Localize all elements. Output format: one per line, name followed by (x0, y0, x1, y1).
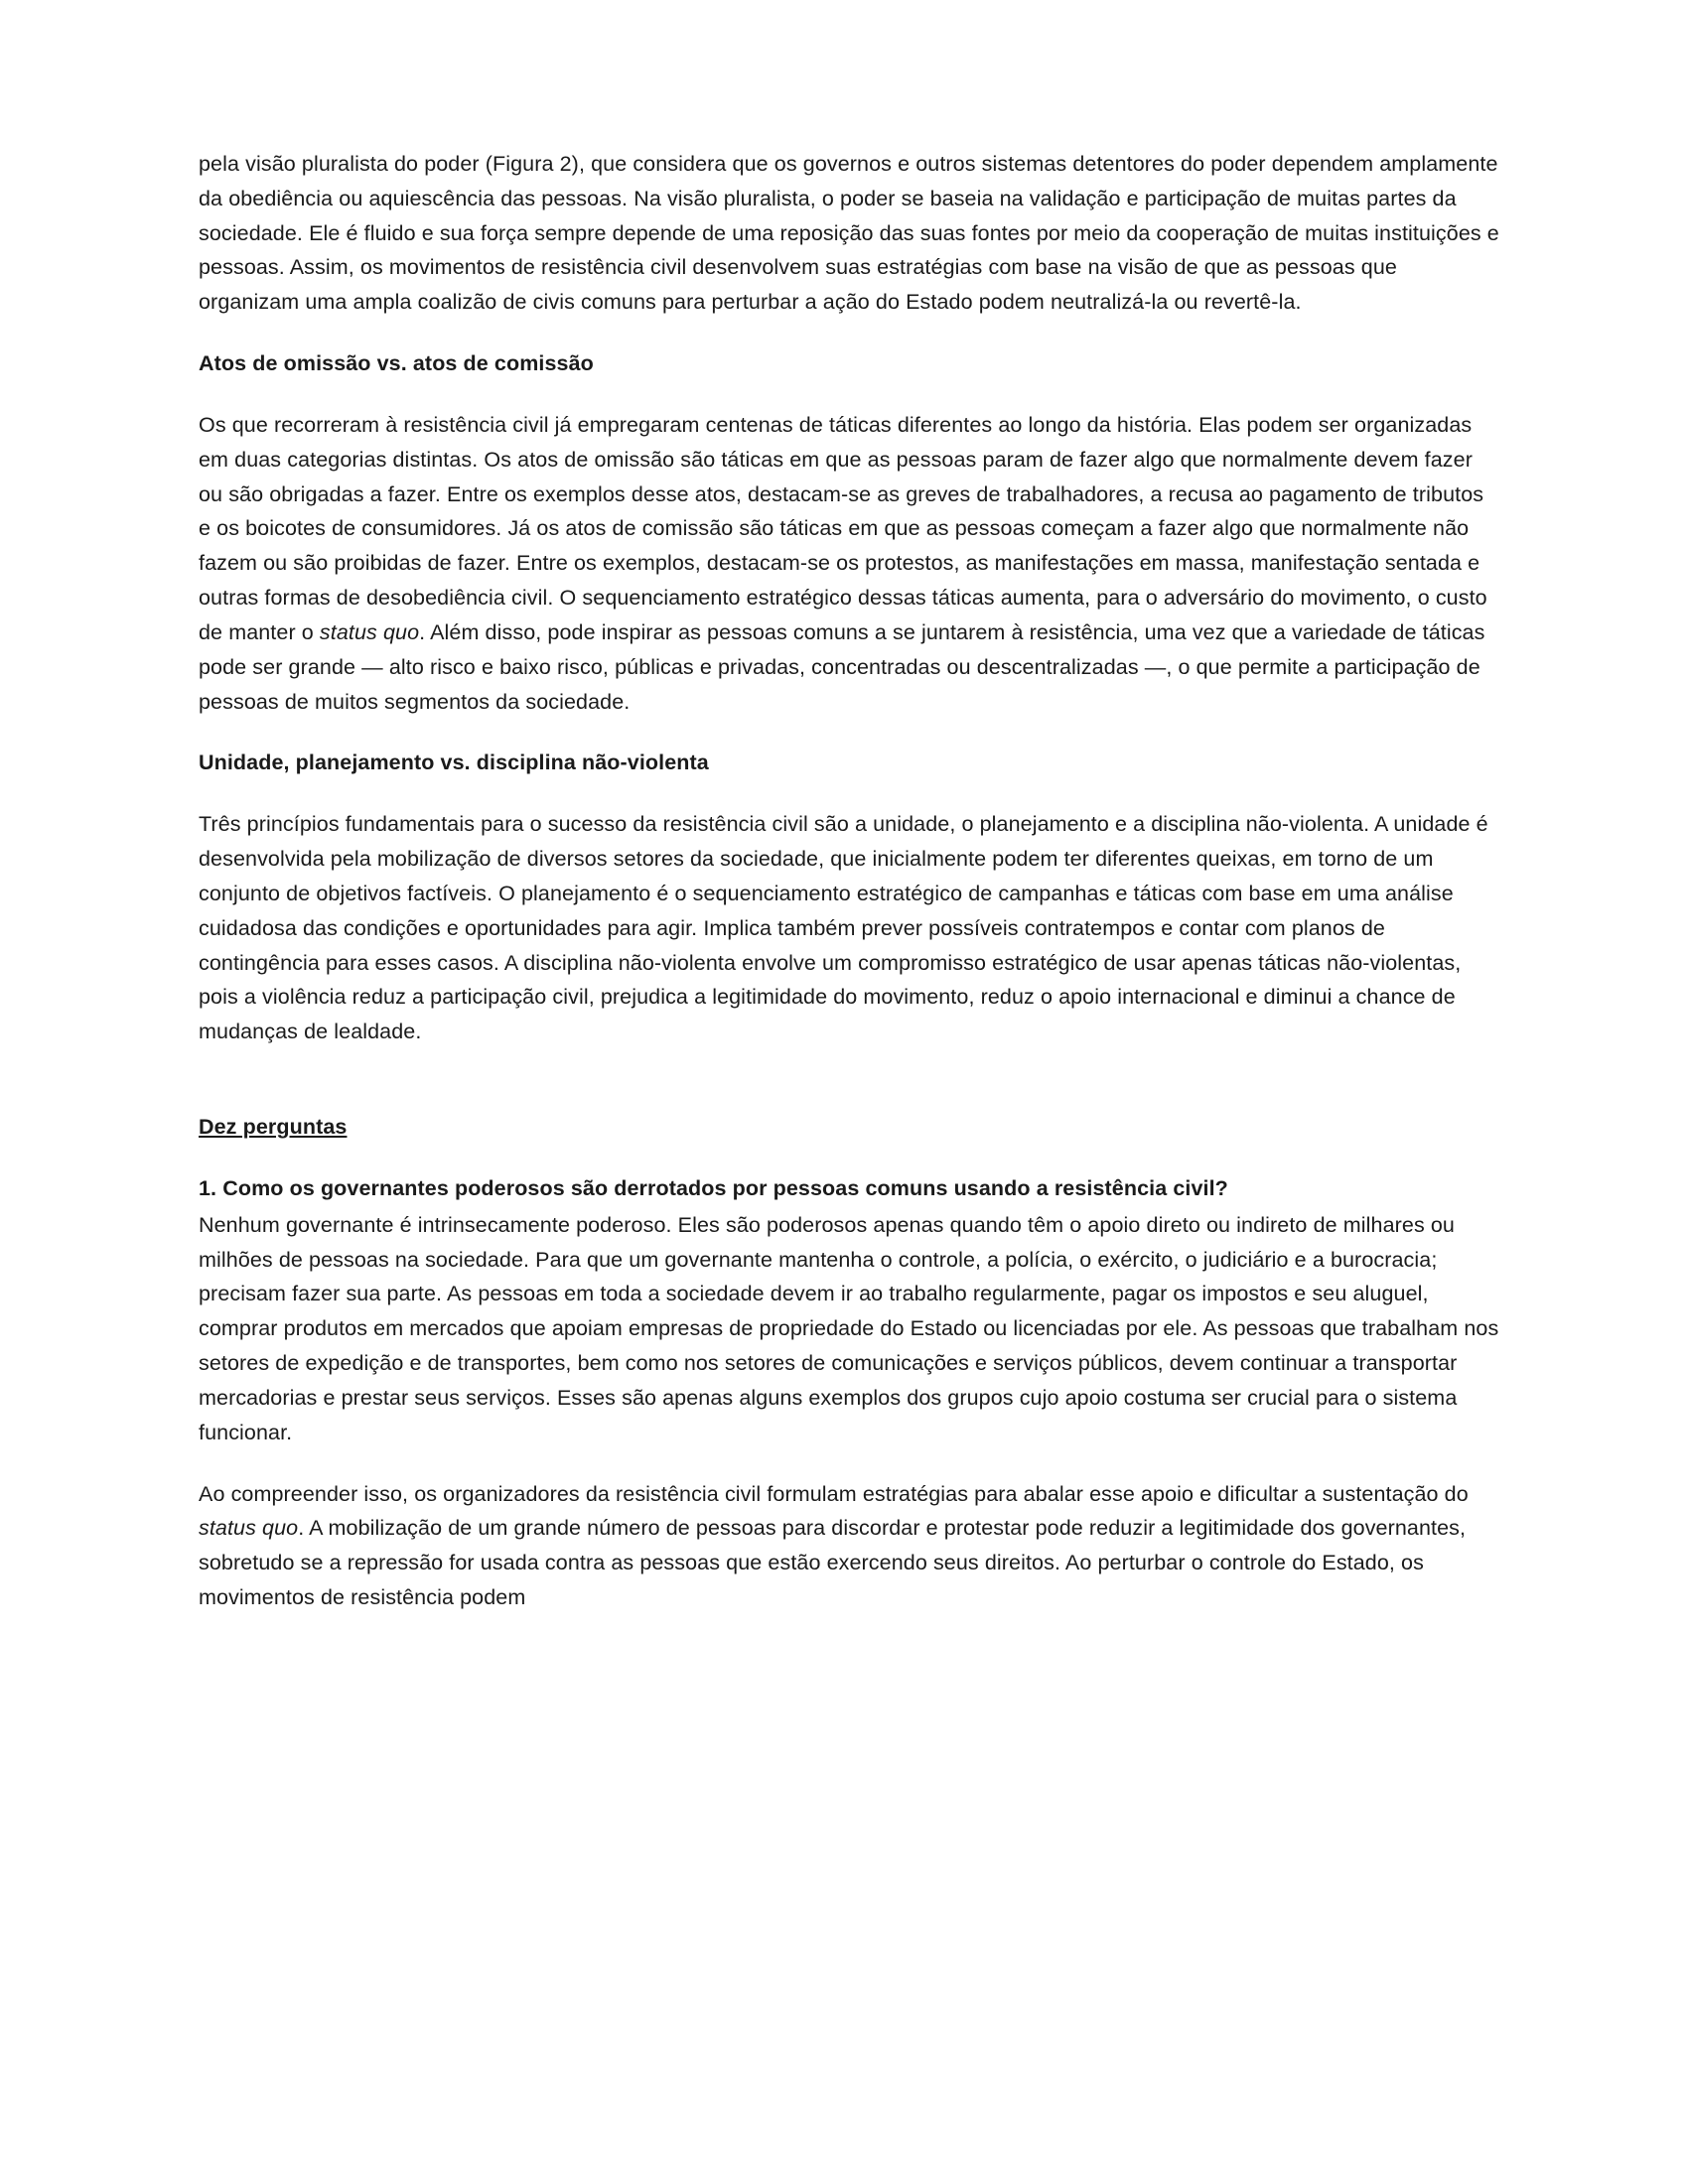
italic-status-quo-2: status quo (199, 1516, 299, 1541)
paragraph-three-principles: Três princípios fundamentais para o sucesso da resistência civil são a unidade, o planejamento e a disciplina não-violenta. A unidade é desenvolvida pela mobilização de diversos setores da sociedade, que inicialmente podem ter diferentes queixas, em torno de um conjunto de objetivos factíveis. O planejamento é o sequenciamento estratégico de campanhas e táticas com base em uma análise cuidadosa das condições e oportunidades para agir. Implica também prever possíveis contratempos e contar com planos de contingência para esses casos. A disciplina não-violenta envolve um compromisso estratégico de usar apenas táticas não-violentas, pois a violência reduz a participação civil, prejudica a legitimidade do movimento, reduz o apoio internacional e diminui a chance de mudanças de lealdade. (199, 812, 1488, 1044)
heading-dez-perguntas: Dez perguntas (199, 1115, 348, 1140)
heading-question-1: 1. Como os governantes poderosos são derrotados por pessoas comuns usando a resistência civil? (199, 1175, 1228, 1200)
paragraph-answer-1b (199, 1477, 1501, 1615)
paragraph-tactics-part2: . Além disso, pode inspirar as pessoas comuns a se juntarem à resistência, uma vez que a variedade de táticas pode ser grande — alto risco e baixo risco, públicas e privadas, concentradas ou descentralizadas —, o que permite a participação de pessoas de muitos segmentos da sociedade. (199, 619, 1485, 714)
paragraph-answer-1b-part1: Ao compreender isso, os organizadores da resistência civil formulam estratégias para abalar esse apoio e dificultar a sustentação do (199, 1481, 1469, 1506)
paragraph-answer-1b-part2: . A mobilização de um grande número de pessoas para discordar e protestar pode reduzir a legitimidade dos governantes, sobretudo se a repressão for usada contra as pessoas que estão exercendo seus direitos. Ao perturbar o controle do Estado, os movimentos de resistência podem (199, 1516, 1467, 1609)
heading-unidade-planejamento-disciplina: Unidade, planejamento vs. disciplina não-violenta (199, 751, 709, 775)
paragraph-tactics-categories (199, 408, 1501, 719)
document-body (199, 147, 1501, 1615)
paragraph-pluralist-power: pela visão pluralista do poder (Figura 2), que considera que os governos e outros sistemas detentores do poder dependem amplamente da obediência ou aquiescência das pessoas. Na visão pluralista, o poder se baseia na validação e participação de muitas partes da sociedade. Ele é fluido e sua força sempre depende de uma reposição das suas fontes por meio da cooperação de muitas instituições e pessoas. Assim, os movimentos de resistência civil desenvolvem suas estratégias com base na visão de que as pessoas que organizam uma ampla coalizão de civis comuns para perturbar a ação do Estado podem neutralizá-la ou revertê-la. (199, 152, 1499, 315)
section-spacer (199, 1076, 1501, 1110)
italic-status-quo-1: status quo (319, 619, 420, 644)
heading-atos-omissao-comissao: Atos de omissão vs. atos de comissão (199, 351, 594, 376)
paragraph-tactics-part1: Os que recorreram à resistência civil já empregaram centenas de táticas diferentes ao longo da história. Elas podem ser organizadas em duas categorias distintas. Os atos de omissão são táticas em que as pessoas param de fazer algo que normalmente devem fazer ou são obrigadas a fazer. Entre os exemplos desse atos, destacam-se as greves de trabalhadores, a recusa ao pagamento de tributos e os boicotes de consumidores. Já os atos de comissão são táticas em que as pessoas começam a fazer algo que normalmente não fazem ou são proibidas de fazer. Entre os exemplos, destacam-se os protestos, as manifestações em massa, manifestação sentada e outras formas de desobediência civil. O sequenciamento estratégico dessas táticas aumenta, para o adversário do movimento, o custo de manter o (199, 412, 1487, 644)
paragraph-answer-1a: Nenhum governante é intrinsecamente poderoso. Eles são poderosos apenas quando têm o apoio direto ou indireto de milhares ou milhões de pessoas na sociedade. Para que um governante mantenha o controle, a polícia, o exército, o judiciário e a burocracia; precisam fazer sua parte. As pessoas em toda a sociedade devem ir ao trabalho regularmente, pagar os impostos e seu aluguel, comprar produtos em mercados que apoiam empresas de propriedade do Estado ou licenciadas por ele. As pessoas que trabalham nos setores de expedição e de transportes, bem como nos setores de comunicações e serviços públicos, devem continuar a transportar mercadorias e prestar seus serviços. Esses são apenas alguns exemplos dos grupos cujo apoio costuma ser crucial para o sistema funcionar. (199, 1212, 1499, 1444)
